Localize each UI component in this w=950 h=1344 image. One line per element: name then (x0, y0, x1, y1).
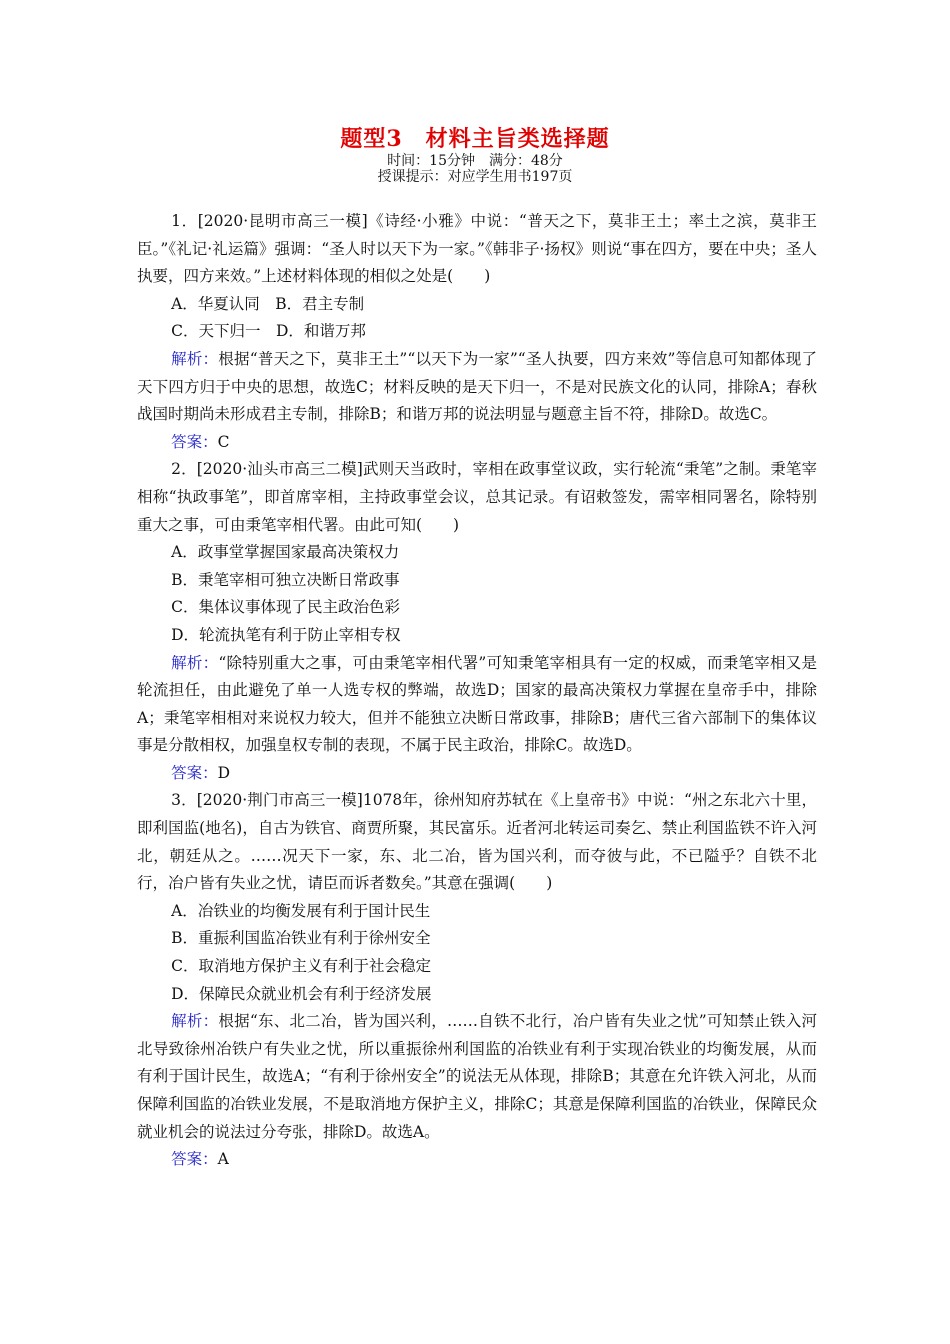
answer-value: A (217, 1150, 229, 1169)
option-d: D．保障民众就业机会有利于经济发展 (171, 984, 432, 1003)
option-c: C．集体议事体现了民主政治色彩 (171, 598, 400, 617)
question-stem: 3．[2020·荆门市高三一模]1078年，徐州知府苏轼在《上皇帝书》中说：“州之东北六十里，即利国监(地名)，自古为铁官、商贾所聚，其民富乐。近者河北转运司奏乞、禁止利国监铁不许入河北，朝廷从之。……况天下一家，东、北二冶，皆为国兴利，而夺彼与此，不已隘乎？自铁不北行，冶户皆有失业之忧，请臣而诉者数矣。”其意在强调( ) (137, 791, 817, 893)
analysis-paragraph (137, 650, 817, 760)
analysis-label: 解析： (171, 653, 219, 672)
option-b: B．重振利国监冶铁业有利于徐州安全 (171, 929, 431, 948)
question-3 (137, 787, 817, 1173)
analysis-label: 解析： (171, 349, 219, 368)
option-line: A．华夏认同 B．君主专制 (171, 294, 365, 313)
answer-line (137, 1146, 817, 1174)
analysis-text: “除特别重大之事，可由秉笔宰相代署”可知秉笔宰相具有一定的权威，而秉笔宰相又是轮流担任，由此避免了单一人选专权的弊端，故选D；国家的最高决策权力掌握在皇帝手中，排除A；秉笔宰相相对来说权力较大，但并不能独立决断日常政事，排除B；唐代三省六部制下的集体议事是分散相权，加强皇权专制的表现，不属于民主政治，排除C。故选D。 (137, 653, 817, 755)
question-stem: 2．[2020·汕头市高三二模]武则天当政时，宰相在政事堂议政，实行轮流“秉笔”之制。秉笔宰相称“执政事笔”，即首席宰相，主持政事堂会议，总其记录。有诏敕签发，需宰相同署名，除特别重大之事，可由秉笔宰相代署。由此可知( ) (137, 460, 817, 534)
option-a: A．政事堂掌握国家最高决策权力 (171, 543, 400, 562)
question-stem: 1．[2020·昆明市高三一模]《诗经·小雅》中说：“普天之下，莫非王土；率土之滨，莫非王臣。”《礼记·礼运篇》强调：“圣人时以天下为一家。”《韩非子·扬权》则说“事在四方，要在中央；圣人执要，四方来效。”上述材料体现的相似之处是( ) (137, 212, 817, 286)
answer-label: 答案： (171, 1150, 218, 1169)
option-c: C．取消地方保护主义有利于社会稳定 (171, 957, 431, 976)
analysis-text: 根据“东、北二冶，皆为国兴利，……自铁不北行，冶户皆有失业之忧”可知禁止铁入河北导致徐州冶铁户有失业之忧，所以重振徐州利国监的冶铁业有利于实现冶铁业的均衡发展，从而有利于国计民生，故选A；“有利于徐州安全”的说法无从体现，排除B；其意在允许铁入河北，从而保障利国监的冶铁业发展，不是取消地方保护主义，排除C；其意是保障利国监的冶铁业，保障民众就业机会的说法过分夸张，排除D。故选A。 (137, 1012, 817, 1141)
option-line: C．天下归一 D．和谐万邦 (171, 322, 366, 341)
questions-body (137, 208, 817, 1174)
question-2 (137, 456, 817, 787)
option-b: B．秉笔宰相可独立决断日常政事 (171, 570, 400, 589)
answer-label: 答案： (171, 432, 218, 451)
analysis-paragraph (137, 346, 817, 429)
textbook-hint-line: 授课提示：对应学生用书197页 (377, 169, 573, 185)
analysis-label: 解析： (171, 1012, 219, 1031)
analysis-text: 根据“普天之下，莫非王土”“以天下为一家”“圣人执要，四方来效”等信息可知都体现了天下四方归于中央的思想，故选C；材料反映的是天下归一，不是对民族文化的认同，排除A；春秋战国时期尚未形成君主专制，排除B；和谐万邦的说法明显与题意主旨不符，排除D。故选C。 (137, 349, 817, 424)
page-title: 题型3 材料主旨类选择题 (340, 126, 610, 152)
answer-line (137, 760, 817, 788)
analysis-paragraph (137, 1008, 817, 1146)
option-d: D．轮流执笔有利于防止宰相专权 (171, 625, 401, 644)
question-1 (137, 208, 817, 456)
answer-line (137, 429, 817, 457)
time-score-line: 时间：15分钟 满分：48分 (387, 153, 563, 169)
answer-label: 答案： (171, 763, 218, 782)
option-a: A．冶铁业的均衡发展有利于国计民生 (171, 901, 431, 920)
answer-value: C (217, 432, 230, 451)
answer-value: D (217, 763, 231, 782)
